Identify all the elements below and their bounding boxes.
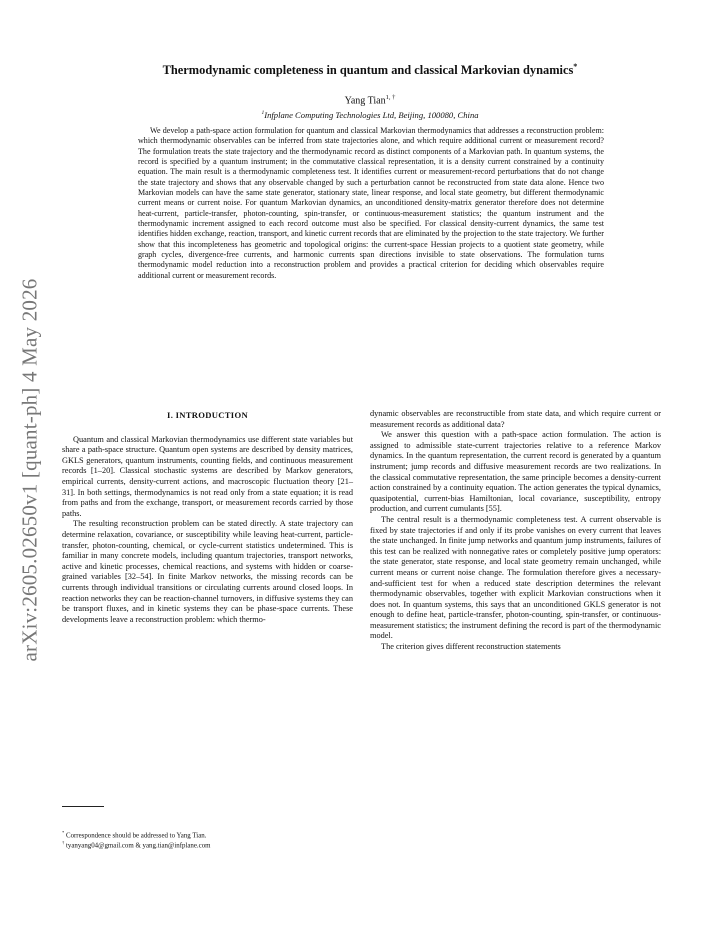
right-column: [370, 409, 661, 653]
footnote-2-mark: †: [62, 840, 65, 845]
title-footnote-mark: *: [573, 62, 578, 71]
footnote-email: [62, 838, 353, 850]
author-marks: 1, †: [385, 94, 396, 101]
affiliation-line: [70, 110, 670, 120]
intro-paragraph-5: The criterion gives different reconstruction statements: [381, 642, 561, 652]
title-text: Thermodynamic completeness in quantum and classical Markovian dynamics: [162, 63, 574, 78]
intro-paragraph-3: We answer this question with a path-space action formulation. The action is assigned to admissible state-current trajectories relative to a reference Markov dynamics. In the quantum representation, the current record is generated by a quantum instrument; jump records and diffusive measurement records are two realizations. In the classical commutative representation, the same principle becomes a density-current action constrained by a continuity equation. The action generates the typical dynamics, quasipotential, current-bias Hamiltonian, local covariance, susceptibility, entropy production, and current cumulants [55].: [370, 430, 661, 514]
footnote-2-text[interactable]: tyanyang04@gmail.com & yang.tian@infplane.com: [65, 842, 211, 850]
paper-title: [70, 62, 670, 78]
footnote-rule: [62, 806, 104, 807]
author-name: Yang Tian: [344, 95, 386, 107]
footnote-1-mark: *: [62, 830, 65, 835]
left-column: [62, 410, 353, 625]
intro-paragraph-4: The central result is a thermodynamic completeness test. A current observable is fixed by state trajectories if and only if its probe vanishes on every current that leaves the state unchanged. In finite jump networks and quantum jump instruments, failures of this test can be realized with nonnegative rates or completely positive jump operators: the state generator, state response, and local state geometry remain unchanged, while current means or current noise change. The formulation therefore gives a necessary-and-sufficient test for when a reduced state description determines the relevant thermodynamic observables, together with explicit Markovian constructions when it does not. In quantum systems, this says that an unconditioned GKLS generator is not enough to define heat, particle-transfer, photon-counting, spin-transfer, or continuous-measurement statistics; the instrument defining the record is part of the thermodynamic model.: [370, 514, 661, 641]
intro-paragraph-2: The resulting reconstruction problem can be stated directly. A state trajectory can determine relaxation, covariance, or susceptibility while leaving heat-current, particle-transfer, photon-counting, chemical, or cycle-current statistics undetermined. This is familiar in many concrete models, including quantum trajectories, transport networks, active and kinetic processes, chemical reactions, and systems with hidden or coarse-grained variables [32–54]. In finite Markov networks, the missing records can be currents through individual transitions or circulating currents around closed loops. In reaction networks they can be reaction-channel turnovers, in diffusive systems they can be transport fluxes, and in kinetic systems they can be phase-space currents. These developments leave a reconstruction problem: which thermo-: [62, 519, 353, 624]
abstract: We develop a path-space action formulation for quantum and classical Markovian thermodynamics that addresses a reconstruction problem: which thermodynamic observables can be inferred from state trajectories alone, and which require additional current or measurement record? The formulation treats the state trajectory and the thermodynamic record as distinct components of a Markovian path. In quantum systems, the record is specified by a quantum instrument; in the commutative classical representation, it is a density current constrained by a continuity equation. The main result is a thermodynamic completeness test. It identifies current or measurement-record perturbations that do not change the state trajectory and shows that any observable changed by such a perturbation cannot be reconstructed from state data alone. Hence two Markovian models can have the same state generator, stationary state, linear response, and local state geometry, but different thermodynamic current means or current noise. For quantum Markovian dynamics, an unconditioned density-matrix generator therefore does not determine heat-current, particle-transfer, photon-counting, spin-transfer, or continuous-measurement statistics; the quantum instrument and the thermodynamic increment assigned to each record outcome must also be specified. For classical density-current dynamics, the same test identifies hidden exchange, reaction, transport, and kinetic current records that are eliminated by the projection to the state trajectory. We further show that this incompleteness has geometric and topological origins: the current-space Hessian projects to a quotient state geometry, while graph cycles, divergence-free currents, and harmonic currents span directions invisible to state observations. The formulation turns thermodynamic model reduction into a reconstruction problem and provides a practical criterion for deciding which observables require additional current or measurement records.: [138, 126, 604, 280]
intro-paragraph-1: Quantum and classical Markovian thermodynamics use different state variables but share a path-space structure. Quantum open systems are described by density matrices, GKLS generators, quantum instruments, counting fields, and continuous measurement records [1–20]. Classical stochastic systems are described by Markov generators, empirical currents, density-current actions, and macroscopic fluctuation theory [21–31]. In both settings, thermodynamics is not read only from a state equation; it is read from paths and from the exchange, transport, or measurement records carried by those paths.: [62, 434, 353, 518]
author-line: [70, 94, 670, 106]
affiliation-mark: 1: [261, 110, 265, 117]
arxiv-stamp: [10, 278, 50, 662]
affiliation-text: Infplane Computing Technologies Ltd, Beijing, 100080, China: [264, 110, 479, 120]
intro-paragraph-continued: dynamic observables are reconstructible from state data, and which require current or measurement records as additional data?: [370, 409, 661, 429]
footnote-1-text: Correspondence should be addressed to Yang Tian.: [65, 832, 207, 840]
arxiv-id: arXiv:2605.02650v1 [quant-ph] 4 May 2026: [17, 278, 42, 662]
section-heading: I. INTRODUCTION: [167, 410, 248, 420]
